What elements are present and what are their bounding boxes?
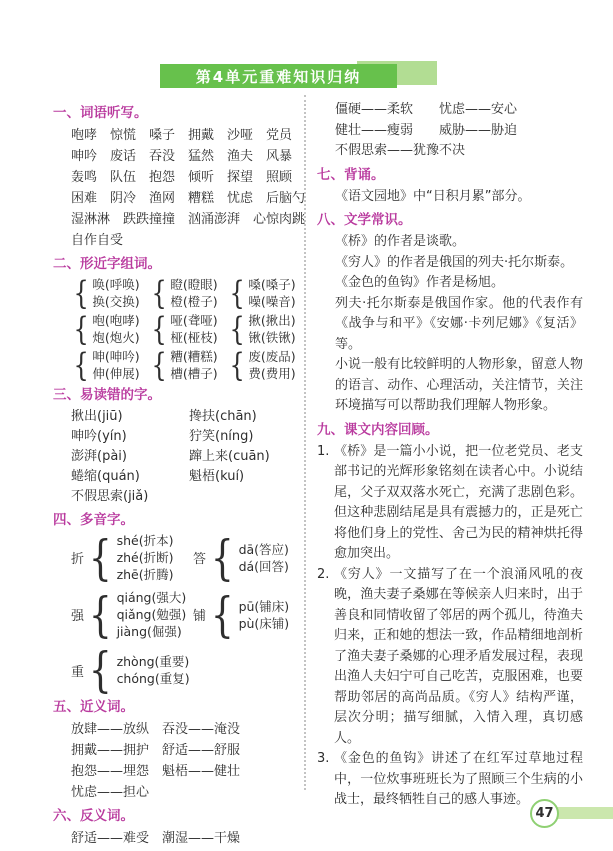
head-character: 重 (71, 664, 85, 680)
literary-paragraphs (317, 232, 583, 417)
readings (117, 653, 190, 687)
polyphonic-grid (53, 529, 305, 698)
section-header: 六、反义词。 (53, 808, 134, 824)
character-pair (71, 312, 149, 346)
section-word-dictation (53, 103, 305, 251)
literary-paragraph: 《金色的鱼钩》作者是杨旭。 (335, 275, 505, 290)
character-pair (227, 276, 305, 310)
antonym-line: 健壮——瘦弱 威胁——胁迫 (335, 122, 518, 138)
misread-right: 蹿上来(cuān) (189, 449, 270, 464)
pair-bottom: 锹(铁锹) (248, 330, 296, 345)
recitation-list (317, 187, 583, 208)
section-header: 三、易读错的字。 (53, 387, 161, 403)
antonym-line: 僵硬——柔软 忧虑——安心 (335, 102, 518, 117)
review-items (317, 442, 583, 811)
antonym-continuation (317, 100, 583, 162)
item-number: 2. (317, 566, 330, 582)
right-column (317, 100, 583, 811)
reading-line: qiáng(强大) (116, 590, 187, 605)
brace-glyph: { (73, 310, 89, 348)
section-header: 五、近义词。 (53, 699, 134, 715)
synonym-line: 拥戴——拥护 舒适——舒服 (71, 743, 241, 758)
pair-top: 唤(呼唤) (92, 277, 140, 292)
misread-left: 揪出(jiū) (71, 409, 123, 424)
item-number: 1. (317, 443, 330, 459)
misread-right: 狞笑(níng) (189, 429, 254, 444)
reading-line: qiǎng(勉强) (116, 607, 187, 622)
readings (117, 589, 187, 640)
section-literary-knowledge (317, 210, 583, 417)
pair-bottom: 槽(槽子) (170, 366, 218, 381)
section-recitation (317, 165, 583, 208)
pair-bottom: 换(交换) (92, 294, 140, 309)
brace-glyph: { (229, 274, 245, 312)
character-pair (227, 348, 305, 382)
synonym-line: 抱怨——埋怨 魁梧——健壮 (71, 764, 241, 779)
misread-row (71, 467, 305, 487)
pair-bottom: 橙(橙子) (170, 294, 218, 309)
reading-line: zhòng(重要) (116, 654, 190, 669)
pair-bottom: 桠(桠枝) (170, 330, 218, 345)
pair-bottom: 炮(炮火) (92, 330, 140, 345)
misread-row (71, 407, 305, 427)
section-header: 八、文学常识。 (317, 212, 412, 228)
pair-bottom: 费(费用) (248, 366, 296, 381)
misread-left: 蜷缩(quán) (71, 469, 140, 484)
literary-paragraph: 《穷人》的作者是俄国的列夫·托尔斯泰。 (335, 254, 574, 270)
pair-top: 嗓(嗓子) (248, 277, 296, 292)
character-pair (149, 312, 227, 346)
reading-line: zhé(折断) (116, 550, 174, 565)
word-line: 呻吟 废话 吞没 猛然 渔夫 风暴 (71, 149, 293, 164)
misread-right: 魁梧(kuí) (189, 469, 245, 484)
synonym-line: 忧虑——担心 (71, 785, 150, 800)
reading-line: jiàng(倔强) (116, 624, 182, 639)
section-misread-characters (53, 385, 305, 507)
pair-top: 揪(揪出) (248, 313, 296, 328)
character-pair (227, 312, 305, 346)
literary-paragraph: 《桥》的作者是谈歌。 (335, 234, 466, 249)
brace-glyph: { (151, 274, 167, 312)
pair-top: 咆(咆哮) (92, 313, 140, 328)
section-header: 九、课文内容回顾。 (317, 421, 439, 438)
head-character: 折 (71, 552, 85, 567)
reading-line: shé(折本) (116, 533, 174, 548)
misread-left: 不假思索(jiǎ) (71, 489, 149, 504)
item-text: 《桥》是一篇小小说，把一位老党员、老支部书记的光辉形象铭刻在读者心中。小说结尾，父子双双落水死亡，充满了悲剧色彩。但这种悲剧结尾是具有震撼力的，正是死亡将他们身上的党性、舍己为民的精神烘托得愈加突出。 (334, 443, 583, 561)
polyphonic-group (193, 529, 305, 586)
section-text-review (317, 420, 583, 811)
misread-left: 呻吟(yín) (71, 429, 127, 444)
antonym-list (53, 828, 305, 849)
pair-bottom: 噪(噪音) (248, 294, 296, 309)
polyphonic-group (71, 529, 193, 586)
antonym-line: 舒适——难受 潮湿——干燥 (71, 831, 241, 846)
brace-glyph: { (73, 346, 89, 384)
word-line: 自作自受 (71, 233, 124, 248)
item-text: 《金色的鱼钩》讲述了在红军过草地过程中，一位炊事班班长为了照顾三个生病的小战士，最终牺牲自己的感人事迹。 (334, 751, 583, 807)
misread-left: 澎湃(pài) (71, 449, 127, 464)
pair-top: 废(废品) (248, 349, 296, 364)
section-antonyms (53, 806, 305, 849)
item-text: 《穷人》一文描写了在一个浪涌风吼的夜晚，渔夫妻子桑娜在等候亲人归来时，出于善良和同情收留了邻居的两个孤儿，待渔夫归来，正和她的想法一致，作品精细地剖析了渔夫妻子桑娜的心理矛盾发展过程，表现出渔人夫妇宁可自己吃苦，克服困难，也要帮助邻居的高尚品质。《穷人》结构严谨，层次分明；描写细腻，入情入理，真切感人。 (334, 566, 583, 746)
misread-row (71, 487, 305, 507)
brace-glyph: { (151, 346, 167, 384)
misread-row (71, 447, 305, 467)
pair-top: 呻(呻吟) (92, 349, 140, 364)
word-line: 困难 阴冷 渔网 糟糕 忧虑 后脑勺 (71, 191, 306, 206)
word-line: 湿淋淋 跌跌撞撞 汹涌澎湃 心惊肉跳 (71, 212, 306, 227)
brace-glyph: { (151, 310, 167, 348)
section-similar-characters (53, 254, 305, 382)
misread-list (53, 407, 305, 507)
review-item (317, 442, 583, 565)
misread-row (71, 427, 305, 447)
page-number-badge: 47 (530, 799, 559, 828)
section-polyphonic-characters (53, 510, 305, 698)
character-pair (71, 348, 149, 382)
pair-bottom: 伸(伸展) (92, 366, 140, 381)
section-header: 七、背诵。 (317, 166, 385, 183)
reading-line: pū(铺床) (238, 598, 290, 614)
item-number: 3. (317, 751, 330, 766)
reading-line: zhē(折腾) (116, 567, 174, 582)
reading-line: chóng(重复) (116, 671, 190, 686)
section-synonyms (53, 697, 305, 803)
misread-right: 搀扶(chān) (189, 409, 257, 424)
pair-top: 哑(聋哑) (170, 313, 218, 328)
character-pair (149, 276, 227, 310)
word-list (53, 125, 305, 251)
word-line: 咆哮 惊慌 嗓子 拥戴 沙哑 党员 (71, 128, 293, 143)
reading-line: dā(答应) (238, 541, 289, 557)
review-item (317, 565, 583, 750)
polyphonic-group (71, 642, 193, 698)
section-header: 四、多音字。 (53, 512, 134, 528)
brace-glyph: { (88, 642, 112, 698)
brace-glyph: { (73, 274, 89, 312)
literary-paragraph: 小说一般有比较鲜明的人物形象，留意人物的语言、动作、心理活动，关注情节，关注环境描写可以帮助我们理解人物形象。 (335, 357, 583, 413)
literary-paragraph: 列夫·托尔斯泰是俄国作家。他的代表作有《战争与和平》《安娜·卡列尼娜》《复活》等。 (335, 295, 583, 352)
synonym-list (53, 719, 305, 803)
brace-glyph: { (88, 529, 112, 586)
brace-glyph: { (88, 586, 112, 643)
readings (117, 532, 174, 583)
polyphonic-group (71, 586, 193, 643)
section-header: 二、形近字组词。 (53, 256, 161, 272)
unit-title: 第4单元重难知识归纳 (160, 64, 397, 88)
head-character: 铺 (193, 609, 207, 624)
antonym-line: 不假思索——犹豫不决 (335, 143, 466, 158)
readings (239, 541, 289, 575)
left-column (53, 100, 305, 849)
head-character: 答 (193, 552, 207, 567)
brace-glyph: { (229, 310, 245, 348)
word-line: 轰鸣 队伍 抱怨 倾听 探望 照顾 (71, 170, 293, 185)
section-header: 一、词语听写。 (53, 105, 148, 121)
brace-glyph: { (210, 586, 234, 643)
reading-line: dá(回答) (238, 558, 289, 574)
recitation-line: 《语文园地》中“日积月累”部分。 (335, 188, 531, 204)
pair-top: 瞪(瞪眼) (170, 277, 218, 292)
misread-right (189, 487, 305, 507)
readings (239, 598, 290, 632)
polyphonic-group (193, 586, 305, 643)
reading-line: pù(床铺) (238, 615, 290, 631)
pair-top: 糟(糟糕) (170, 349, 218, 364)
head-character: 强 (71, 609, 85, 624)
synonym-line: 放肆——放纵 吞没——淹没 (71, 722, 241, 737)
similar-character-grid (53, 276, 305, 382)
character-pair (71, 276, 149, 310)
brace-glyph: { (210, 529, 234, 586)
brace-glyph: { (229, 346, 245, 384)
character-pair (149, 348, 227, 382)
